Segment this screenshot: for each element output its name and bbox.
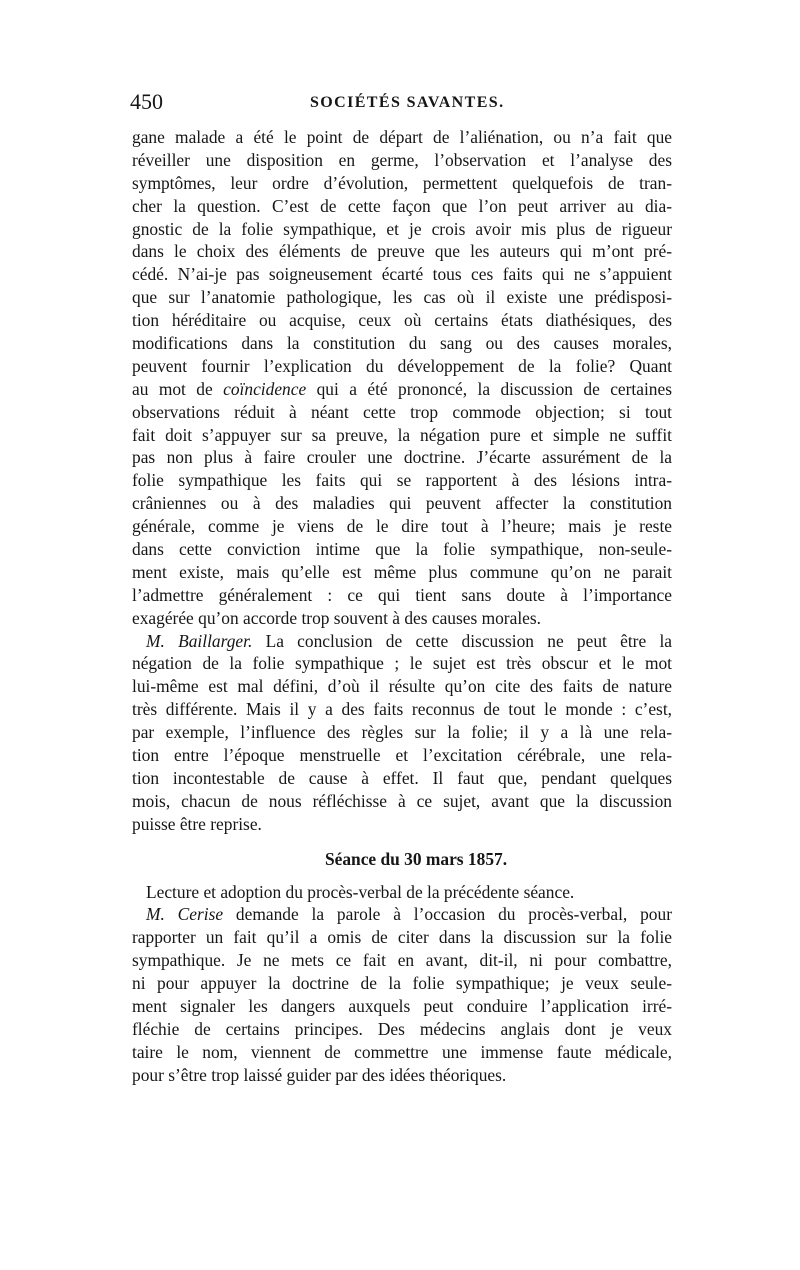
text-line: gnostic de la folie sympathique, et je crois avoir mis plus de rigueur [132, 218, 672, 239]
text-line: Lecture et adoption du procès-verbal de la précédente séance. [146, 881, 575, 902]
text-line: modifications dans la constitution du sang ou des causes morales, [132, 333, 672, 354]
text-line-with-italic [132, 378, 672, 401]
text-line: fait doit s’appuyer sur sa preuve, la négation pure et simple ne suffit [132, 424, 672, 445]
text-line: fléchie de certains principes. Des médecins anglais dont je veux [132, 1018, 672, 1039]
speaker-name: M. Baillarger. [146, 630, 253, 651]
italic-term: coïncidence [223, 378, 307, 399]
text-segment: qui a été prononcé, la discussion de certaines [306, 378, 672, 399]
text-line: cédé. N’ai-je pas soigneusement écarté tous ces faits qui ne s’appuient [132, 264, 672, 285]
text-line: dans le choix des éléments de preuve que les auteurs qui m’ont pré- [132, 241, 672, 262]
text-line: dans cette conviction intime que la folie sympathique, non-seule- [132, 539, 672, 560]
text-line: tion héréditaire ou acquise, ceux où certains états diathésiques, des [132, 310, 672, 331]
text-line: très différente. Mais il y a des faits reconnus de tout le monde : c’est, [132, 699, 672, 720]
text-line: négation de la folie sympathique ; le sujet est très obscur et le mot [132, 653, 672, 674]
text-segment: demande la parole à l’occasion du procès-verbal, pour [223, 904, 672, 925]
text-line: tion entre l’époque menstruelle et l’excitation cérébrale, une rela- [132, 745, 672, 766]
text-line: cher la question. C’est de cette façon que l’on peut arriver au dia- [132, 195, 672, 216]
text-line: pour s’être trop laissé guider par des idées théoriques. [132, 1064, 507, 1085]
text-line: taire le nom, viennent de commettre une immense faute médicale, [132, 1041, 672, 1062]
text-line: gane malade a été le point de départ de l’aliénation, ou n’a fait que [132, 127, 672, 147]
text-segment: au mot de [132, 378, 224, 399]
page-number: 450 [130, 89, 163, 114]
text-line: ni pour appuyer la doctrine de la folie sympathique; je veux seule- [132, 973, 672, 994]
text-segment: La conclusion de cette discussion ne peut être la [252, 630, 672, 651]
text-line: rapporter un fait qu’il a omis de citer dans la discussion sur la folie [132, 927, 672, 948]
text-line: réveiller une disposition en germe, l’observation et l’analyse des [132, 149, 672, 170]
running-head [130, 90, 670, 114]
text-line: l’admettre généralement : ce qui tient sans doute à l’importance [132, 584, 672, 605]
text-line: tion incontestable de cause à effet. Il faut que, pendant quelques [132, 767, 672, 788]
text-line: symptômes, leur ordre d’évolution, permettent quelquefois de tran- [132, 172, 672, 193]
text-line: pas non plus à faire crouler une doctrine. J’écarte assurément de la [132, 447, 672, 468]
text-line: lui-même est mal défini, d’où il résulte qu’on cite des faits de nature [132, 676, 672, 697]
text-line: exagérée qu’on accorde trop souvent à des causes morales. [132, 607, 541, 628]
speaker-line [132, 903, 672, 926]
text-line: observations réduit à néant cette trop commode objection; si tout [132, 401, 672, 422]
speaker-name: M. Cerise [146, 904, 224, 925]
text-line: sympathique. Je ne mets ce fait en avant, dit-il, ni pour combattre, [132, 950, 672, 971]
speaker-line [132, 630, 672, 653]
text-line: puisse être reprise. [132, 813, 262, 834]
text-line: par exemple, l’influence des règles sur la folie; il y a là une rela- [132, 722, 672, 743]
text-line: folie sympathique les faits qui se rapportent à des lésions intra- [132, 470, 672, 491]
running-title: SOCIÉTÉS SAVANTES. [310, 94, 505, 111]
text-line: que sur l’anatomie pathologique, les cas où il existe une prédisposi- [132, 287, 672, 308]
session-heading: Séance du 30 mars 1857. [324, 848, 508, 869]
text-line: mois, chacun de nous réfléchisse à ce sujet, avant que la discussion [132, 790, 672, 811]
text-line: peuvent fournir l’explication du développement de la folie? Quant [132, 355, 672, 376]
text-line: ment existe, mais qu’elle est même plus commune qu’on ne parait [132, 561, 672, 582]
text-line: crâniennes ou à des maladies qui peuvent affecter la constitution [132, 493, 672, 514]
body-text [132, 126, 672, 1087]
text-line: ment signaler les dangers auxquels peut conduire l’application irré- [132, 995, 672, 1016]
text-line: générale, comme je viens de le dire tout à l’heure; mais je reste [132, 516, 672, 537]
